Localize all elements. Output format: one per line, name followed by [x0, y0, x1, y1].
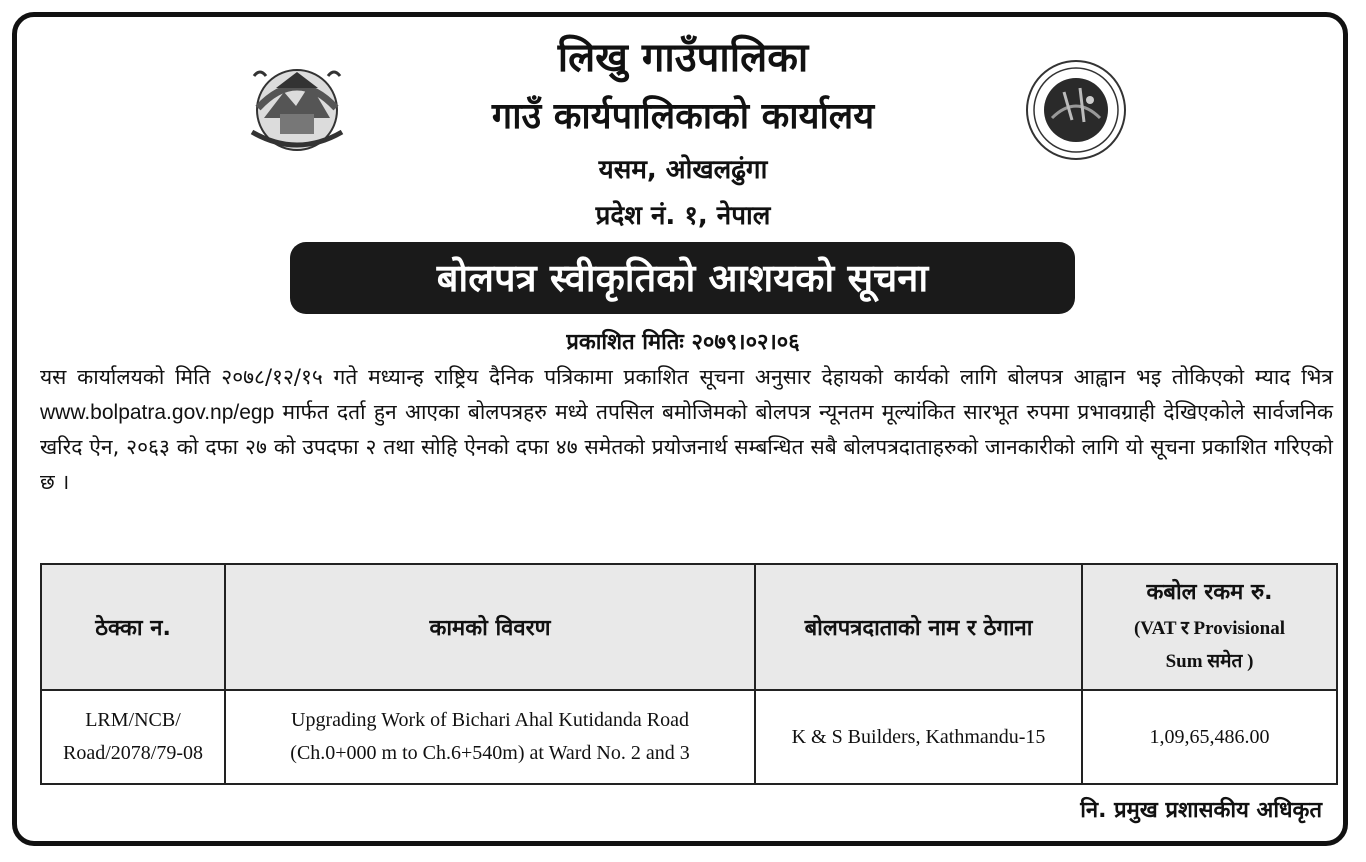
cell-bidder: K & S Builders, Kathmandu-15: [755, 690, 1082, 784]
table-header-row: [41, 564, 1337, 690]
municipality-name: लिखु गाउँपालिका: [557, 35, 809, 81]
description-line-1: Upgrading Work of Bichari Ahal Kutidanda Road: [291, 709, 689, 731]
published-date: प्रकाशित मितिः २०७९।०२।०६: [566, 330, 800, 355]
cell-description: [225, 690, 755, 784]
office-name: गाउँ कार्यपालिकाको कार्यालय: [491, 96, 875, 137]
notice-body: [40, 360, 1333, 500]
notice-body-part2: मार्फत दर्ता हुन आएका बोलपत्रहरु मध्ये तपसिल बमोजिमको बोलपत्र न्यूनतम मूल्यांकित सारभूत रुपमा प्रभावग्राही देखिएकोले सार्वजनिक खरिद ऐन, २०६३ को दफा २७ को उपदफा २ तथा सोहि ऐनको दफा ४७ समेतको प्रयोजनार्थ सम्बन्धित सबै बोलपत्रदाताहरुको जानकारीको लागि यो सूचना प्रकाशित गरिएको छ ।: [40, 400, 1333, 494]
notice-body-part1: यस कार्यालयको मिति २०७८/१२/१५ गते मध्यान्ह राष्ट्रिय दैनिक पत्रिकामा प्रकाशित सूचना अनुसार देहायको कार्यको लागि बोलपत्र आह्वान भइ तोकिएको म्याद भित्र: [40, 365, 1333, 389]
bid-table: [40, 563, 1338, 785]
province-line: प्रदेश नं. १, नेपाल: [595, 201, 771, 231]
header-amount-label: कबोल रकम रु.: [1146, 580, 1273, 605]
office-location: यसम, ओखलढुंगा: [598, 155, 768, 185]
description-line-2: (Ch.0+000 m to Ch.6+540m) at Ward No. 2 and 3: [290, 742, 690, 764]
header-amount-note-1: (VAT र Provisional: [1133, 618, 1285, 639]
bolpatra-link[interactable]: www.bolpatra.gov.np/egp: [40, 401, 275, 424]
cell-amount: 1,09,65,486.00: [1082, 690, 1337, 784]
header-amount: [1082, 564, 1337, 690]
signatory-title: नि. प्रमुख प्रशासकीय अधिकृत: [1080, 798, 1322, 823]
header-contract-no: ठेक्का न.: [41, 564, 225, 690]
header-description: कामको विवरण: [225, 564, 755, 690]
contract-no-line-1: LRM/NCB/: [85, 709, 181, 731]
header-bidder: बोलपत्रदाताको नाम र ठेगाना: [755, 564, 1082, 690]
table-row: [41, 690, 1337, 784]
cell-contract-no: [41, 690, 225, 784]
contract-no-line-2: Road/2078/79-08: [63, 742, 203, 764]
header-amount-note-2: Sum समेत ): [1165, 651, 1254, 672]
notice-title-banner: बोलपत्र स्वीकृतिको आशयको सूचना: [290, 242, 1075, 314]
